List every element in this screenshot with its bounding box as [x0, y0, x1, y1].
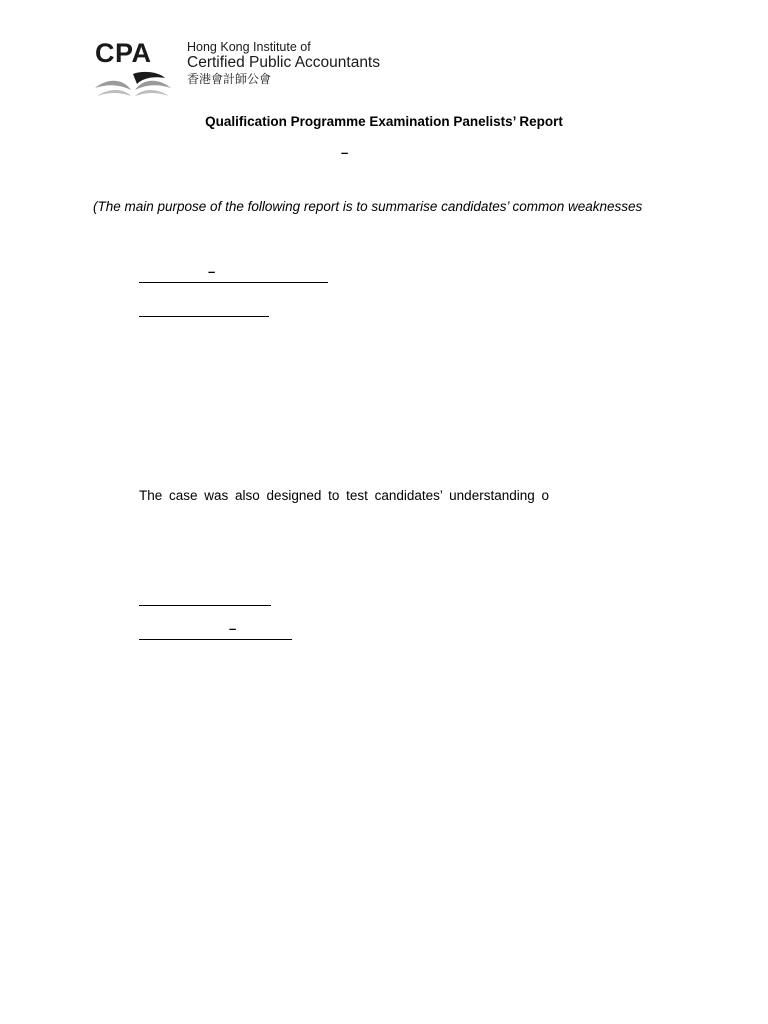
heading-dash: –	[208, 264, 216, 279]
heading-underline	[139, 282, 328, 283]
org-name-chinese: 香港會計師公會	[187, 72, 272, 86]
heading-underline	[139, 639, 292, 640]
title-dash: –	[341, 145, 349, 160]
org-name-line2: Certified Public Accountants	[187, 54, 380, 71]
logo-abbrev: CPA	[95, 38, 152, 68]
institute-logo	[93, 40, 393, 102]
report-title: Qualification Programme Examination Panelists’ Report	[205, 114, 563, 129]
body-paragraph: The case was also designed to test candidates’ understanding o	[139, 488, 549, 503]
cpa-logo-mark	[93, 40, 173, 100]
purpose-statement: (The main purpose of the following report is to summarise candidates’ common weaknesses	[93, 199, 643, 214]
org-name-line1: Hong Kong Institute of	[187, 40, 311, 54]
heading-underline	[139, 316, 269, 317]
heading-dash: –	[229, 621, 237, 636]
leaf-emblem-icon	[93, 70, 173, 100]
heading-underline	[139, 605, 271, 606]
logo-wordmark	[187, 40, 397, 86]
